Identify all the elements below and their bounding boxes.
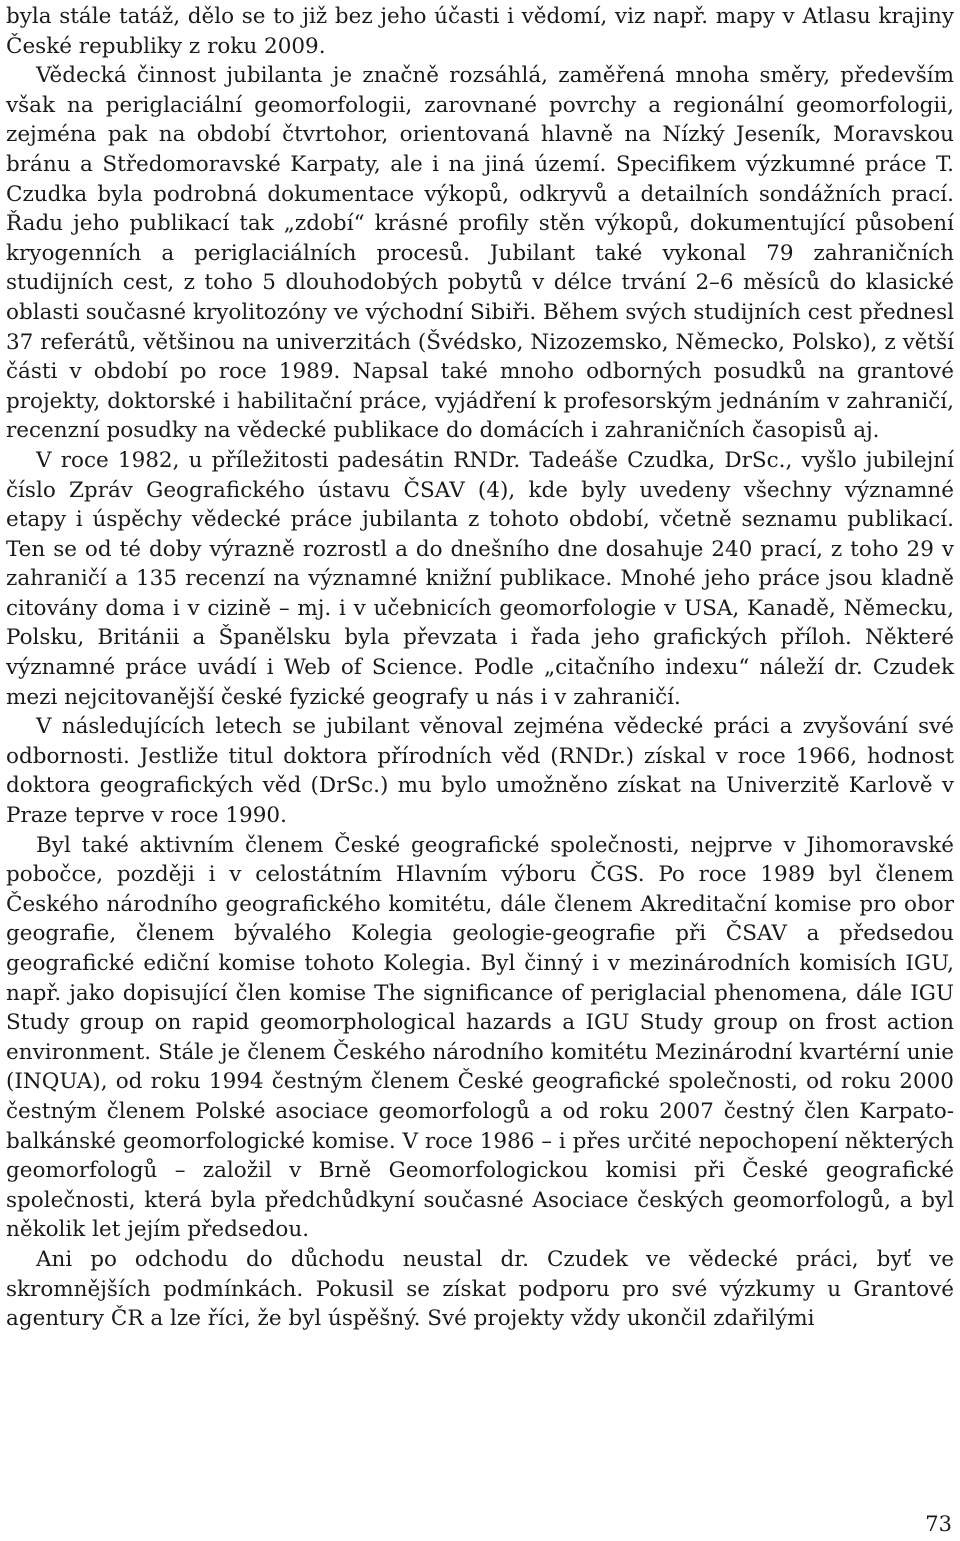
- paragraph-scientific-activity: Vědecká činnost jubilanta je značně rozsáhlá, zaměřená mnoha směry, především však na periglaciální geomorfologii, zarovnané povrchy a regionální geomorfologii, zejména pak na období čtvrtohor, orientovaná hlavně na Nízký Jeseník, Moravskou bránu a Středomoravské Karpaty, ale i na jiná území. Specifikem výzkumné práce T. Czudka byla podrobná dokumentace výkopů, odkryvů a detailních sondážních prací. Řadu jeho publikací tak „zdobí“ krásné profily stěn výkopů, dokumentující působení kryogenních a periglaciálních procesů. Jubilant také vykonal 79 zahraničních studijních cest, z toho 5 dlouhodobých pobytů v délce trvání 2–6 měsíců do klasické oblasti současné kryolitozóny ve východní Sibiři. Během svých studijních cest přednesl 37 referátů, většinou na univerzitách (Švédsko, Nizozemsko, Německo, Polsko), z větší části v období po roce 1989. Napsal také mnoho odborných posudků na grantové projekty, doktorské i habilitační práce, vyjádření k profesorským jednáním v zahraničí, recenzní posudky na vědecké publikace do domácích i zahraničních časopisů aj.: [6, 63, 954, 444]
- page-number: 73: [925, 1512, 952, 1536]
- page-body: [6, 2, 954, 1334]
- paragraph-continuation: byla stále tatáž, dělo se to již bez jeho účasti i vědomí, viz např. mapy v Atlasu krajiny České republiky z roku 2009.: [6, 4, 954, 59]
- paragraph-publications: V roce 1982, u příležitosti padesátin RNDr. Tadeáše Czudka, DrSc., vyšlo jubilejní číslo Zpráv Geografického ústavu ČSAV (4), kde byly uvedeny všechny významné etapy i úspěchy vědecké práce jubilanta z tohoto období, včetně seznamu publikací. Ten se od té doby výrazně rozrostl a do dnešního dne dosahuje 240 prací, z toho 29 v zahraničí a 135 recenzí na významné knižní publikace. Mnohé jeho práce jsou kladně citovány doma i v cizině – mj. i v učebnicích geomorfologie v USA, Kanadě, Německu, Polsku, Británii a Španělsku byla převzata i řada jeho grafických příloh. Některé významné práce uvádí i Web of Science. Podle „citačního indexu“ náleží dr. Czudek mezi nejcitovanější české fyzické geografy u nás i v zahraničí.: [6, 447, 954, 710]
- paragraph-degrees: V následujících letech se jubilant věnoval zejména vědecké práci a zvyšování své odbornosti. Jestliže titul doktora přírodních věd (RNDr.) získal v roce 1966, hodnost doktora geografických věd (DrSc.) mu bylo umožněno získat na Univerzitě Karlově v Praze teprve v roce 1990.: [6, 714, 954, 829]
- paragraph-retirement: Ani po odchodu do důchodu neustal dr. Czudek ve vědecké práci, byť ve skromnějších podmínkách. Pokusil se získat podporu pro své výzkumy u Grantové agentury ČR a lze říci, že byl úspěšný. Své projekty vždy ukončil zdařilými: [6, 1246, 954, 1332]
- paragraph-memberships: Byl také aktivním členem České geografické společnosti, nejprve v Jihomoravské pobočce, později i v celostátním Hlavním výboru ČGS. Po roce 1989 byl členem Českého národního geografického komitétu, dále členem Akreditační komise pro obor geografie, členem bývalého Kolegia geologie-geografie při ČSAV a předsedou geografické ediční komise tohoto Kolegia. Byl činný i v mezinárodních komisích IGU, např. jako dopisující člen komise The significance of periglacial phenomena, dále IGU Study group on rapid geomorphological hazards a IGU Study group on frost action environment. Stále je členem Českého národního komitétu Mezinárodní kvartérní unie (INQUA), od roku 1994 čestným členem České geografické společnosti, od roku 2000 čestným členem Polské asociace geomorfologů a od roku 2007 čestný člen Karpato-balkánské geomorfologické komise. V roce 1986 – i přes určité nepochopení některých geomorfologů – založil v Brně Geomorfologickou komisi při České geografické společnosti, která byla předchůdkyní současné Asociace českých geomorfologů, a byl několik let jejím předsedou.: [6, 832, 954, 1243]
